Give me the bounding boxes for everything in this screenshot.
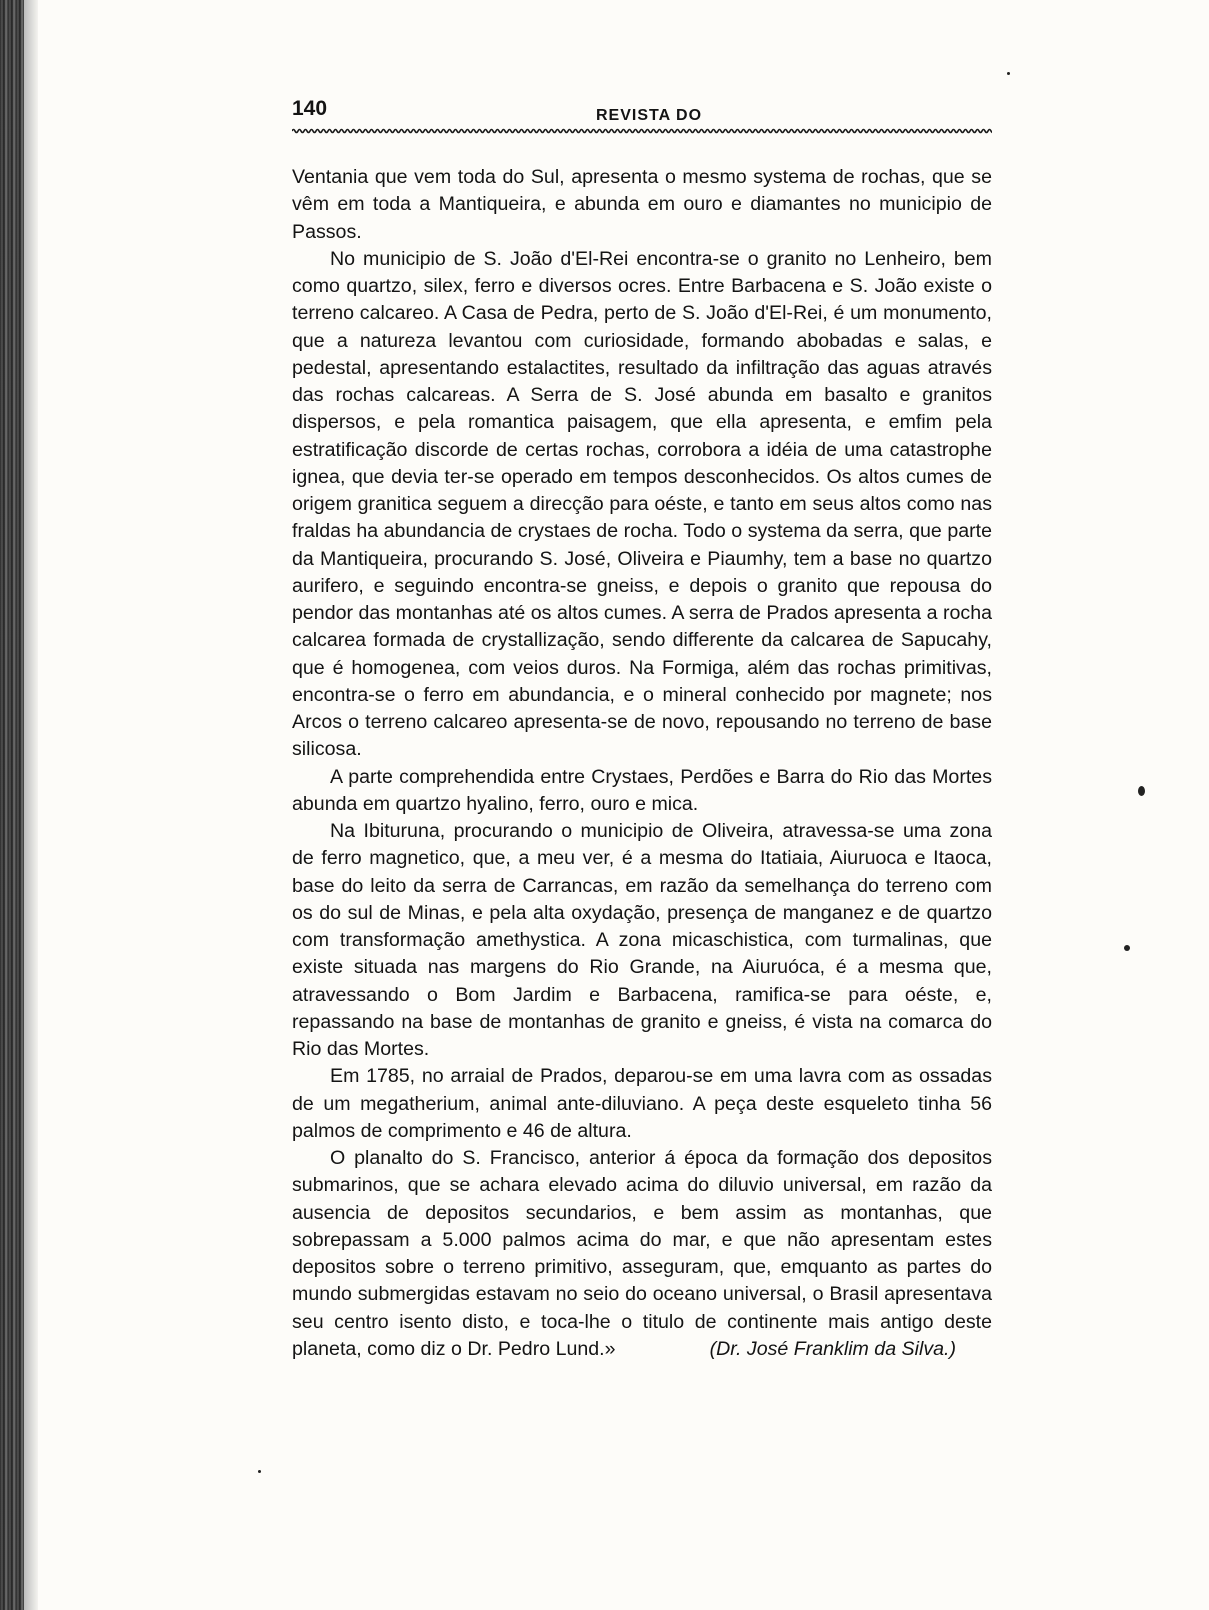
wavy-rule-divider (292, 127, 992, 135)
book-binding-edge (0, 0, 24, 1610)
page-gutter-shadow (24, 0, 38, 1610)
paragraph-2: No municipio de S. João d'El-Rei encontra-se o granito no Lenheiro, bem como quartzo, silex, ferro e diversos ocres. Entre Barbacena e S. João existe o terreno calcareo. A Casa de Pedra, perto de S. João d'El-Rei, é um monumento, que a natureza levantou com curiosidade, formando abobadas e salas, e pedestal, apresentando estalactites, resultado da infiltração das aguas através das rochas calcareas. A Serra de S. José abunda em basalto e granitos dispersos, e pela romantica paisagem, que ella apresenta, e emfim pela estratificação discorde de certas rochas, corrobora a idéia de uma catastrophe ignea, que devia ter-se operado em tempos desconhecidos. Os altos cumes de origem granitica seguem a direcção para oéste, e tanto em seus altos como nas fraldas ha abundancia de crystaes de rocha. Todo o systema da serra, que parte da Mantiqueira, procurando S. José, Oliveira e Piaumhy, tem a base no quartzo aurifero, e seguindo encontra-se gneiss, e depois o granito que repousa do pendor das montanhas até os altos cumes. A serra de Prados apresenta a rocha calcarea formada de crystallização, sendo differente da calcarea de Sapucahy, que é homogenea, com veios duros. Na Formiga, além das rochas primitivas, encontra-se o ferro em abundancia, e o mineral conhecido por magnete; nos Arcos o terreno calcareo apresenta-se de novo, repousando no terreno de base silicosa. (292, 247, 992, 761)
article-body (292, 164, 992, 1363)
ink-speck (1007, 72, 1010, 75)
page-header (292, 97, 992, 137)
paragraph-5: Em 1785, no arraial de Prados, deparou-se em uma lavra com as ossadas de um megatherium, animal ante-diluviano. A peça deste esqueleto tinha 56 palmos de comprimento e 46 de altura. (292, 1065, 992, 1142)
paragraph-1: Ventania que vem toda do Sul, apresenta o mesmo systema de rochas, que se vêm em toda a Mantiqueira, e abunda em ouro e diamantes no municipio de Passos. (292, 166, 992, 243)
page-number: 140 (292, 97, 328, 120)
running-head: REVISTA DO (596, 107, 703, 124)
ink-speck (1124, 945, 1130, 951)
paragraph-4: Na Ibituruna, procurando o municipio de Oliveira, atravessa-se uma zona de ferro magnetico, que, a meu ver, é a mesma do Itatiaia, Aiuruoca e Itaoca, base do leito da serra de Carrancas, em razão da semelhança do terreno com os do sul de Minas, e pela alta oxydação, presença de manganez e de quartzo com transformação amethystica. A zona micaschistica, com turmalinas, que existe situada nas margens do Rio Grande, na Aiuruóca, é a mesma que, atravessando o Bom Jardim e Barbacena, ramifica-se para oéste, e, repassando na base de montanhas de granito e gneiss, é vista na comarca do Rio das Mortes. (292, 820, 992, 1060)
ink-speck (1138, 786, 1145, 796)
ink-speck (258, 1470, 261, 1473)
paragraph-6-text: O planalto do S. Francisco, anterior á época da formação dos depositos submarinos, que se achara elevado acima do diluvio universal, em razão da ausencia de depositos secundarios, e bem assim as montanhas, que sobrepassam a 5.000 palmos acima do mar, e que não apresentam estes depositos sobre o terreno primitivo, asseguram, que, emquanto as partes do mundo submergidas estavam no seio do oceano universal, o Brasil apresentava seu centro isento disto, e toca-lhe o titulo de continente mais antigo deste planeta, como diz o Dr. Pedro Lund.» (292, 1147, 992, 1360)
paragraph-3: A parte comprehendida entre Crystaes, Perdões e Barra do Rio das Mortes abunda em quartzo hyalino, ferro, ouro e mica. (292, 765, 992, 815)
paragraph-6 (292, 1145, 992, 1363)
author-signature: (Dr. José Franklim da Silva.) (709, 1337, 956, 1360)
